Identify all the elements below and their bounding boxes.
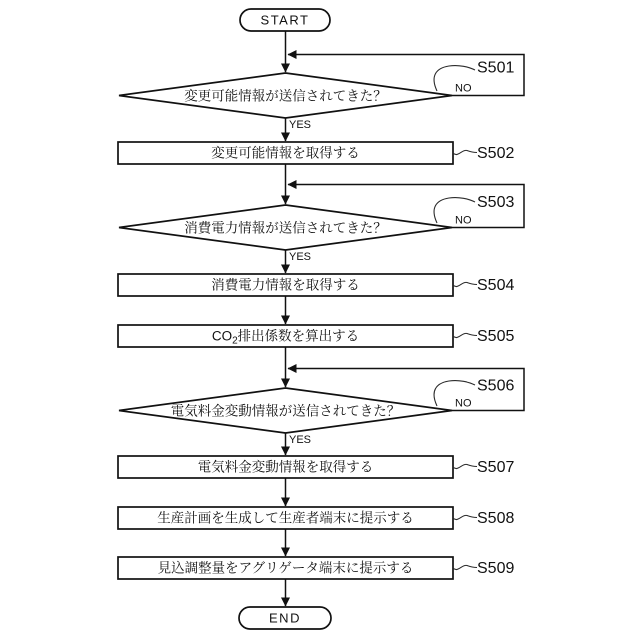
start-label: START <box>260 12 310 28</box>
end-label: END <box>269 610 301 626</box>
step-id-s502: S502 <box>477 145 515 162</box>
no-branch-label-s503: NO <box>455 214 472 227</box>
decision-s506-question: 電気料金変動情報が送信されてきた？ <box>170 403 401 419</box>
no-branch-label-s501: NO <box>455 82 472 95</box>
step-id-s509: S509 <box>477 560 515 577</box>
process-s507-label: 電気料金変動情報を取得する <box>197 459 374 475</box>
process-s505-label: $CO_2$排出係数を算出する <box>211 328 360 347</box>
decision-s503-question: 消費電力情報が送信されてきた？ <box>184 220 387 236</box>
decision-s501-question: 変更可能情報が送信されてきた？ <box>184 88 387 104</box>
process-s504-label: 消費電力情報を取得する <box>211 277 360 293</box>
process-s509-label: 見込調整量をアグリゲータ端末に提示する <box>157 560 414 576</box>
start-terminal <box>240 9 330 31</box>
step-id-s503: S503 <box>477 194 515 211</box>
step-id-s506: S506 <box>477 377 515 395</box>
yes-branch-label-s501: YES <box>289 119 312 131</box>
no-branch-label-s506: NO <box>455 397 472 410</box>
process-s502-label: 変更可能情報を取得する <box>211 145 360 161</box>
step-id-s507: S507 <box>477 459 515 476</box>
process-s508-label: 生産計画を生成して生産者端末に提示する <box>157 510 414 526</box>
yes-branch-label-s506: YES <box>289 434 312 446</box>
yes-branch-label-s503: YES <box>289 251 312 263</box>
step-id-s508: S508 <box>477 510 515 527</box>
step-id-s504: S504 <box>477 277 515 294</box>
end-terminal <box>239 607 331 629</box>
step-id-s505: S505 <box>477 328 515 345</box>
step-id-s501: S501 <box>477 59 515 77</box>
